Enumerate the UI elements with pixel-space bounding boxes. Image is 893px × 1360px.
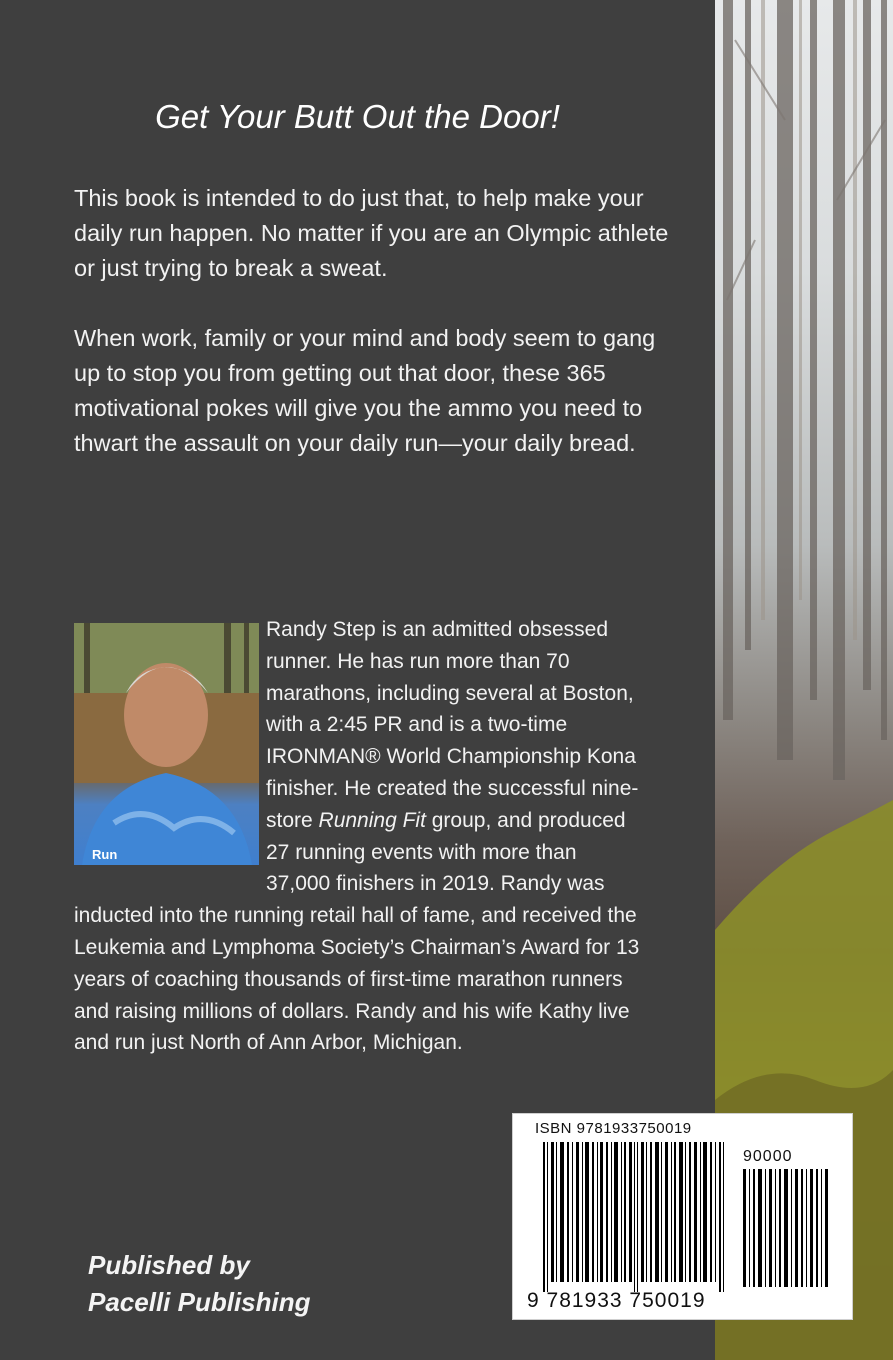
isbn-barcode (512, 1113, 853, 1320)
publisher-credit (88, 1247, 311, 1321)
author-bio-part2: group, and produced 27 running events with more than 37,000 finishers in 2019. Randy was inducted into the running retail hall of fame, and received the Leukemia and Lymphoma Society’s Chairman’s Award for 13 years of coaching thousands of first-time marathon runners and raising millions of dollars. Randy and his wife Kathy live and run just North of Ann Arbor, Michigan. (74, 808, 640, 1055)
book-tagline: Get Your Butt Out the Door! (155, 98, 560, 135)
store-name: Running Fit (318, 808, 426, 832)
isbn-label: ISBN 9781933750019 (535, 1120, 692, 1137)
publisher-line1: Published by (88, 1250, 250, 1280)
intro-paragraph: This book is intended to do just that, to help make your daily run happen. No matter if you are an Olympic athlete or just trying to break a sweat. (74, 185, 669, 281)
description-paragraph: When work, family or your mind and body seem to gang up to stop you from getting out that door, these 365 motivational pokes will give you the ammo you need to thwart the assault on your daily run—your daily bread. (74, 325, 656, 456)
price-code: 90000 (743, 1148, 793, 1165)
shirt-logo-text: Run (92, 847, 118, 862)
publisher-name: Pacelli Publishing (88, 1287, 311, 1317)
isbn-digits: 9 781933 750019 (527, 1289, 706, 1312)
author-bio-part1: Randy Step is an admitted obsessed runner. He has run more than 70 marathons, including several at Boston, with a 2:45 PR and is a two-time IRONMAN® World Championship Kona finisher. He created the successful nine-store (266, 618, 639, 832)
author-bio (74, 614, 644, 1059)
